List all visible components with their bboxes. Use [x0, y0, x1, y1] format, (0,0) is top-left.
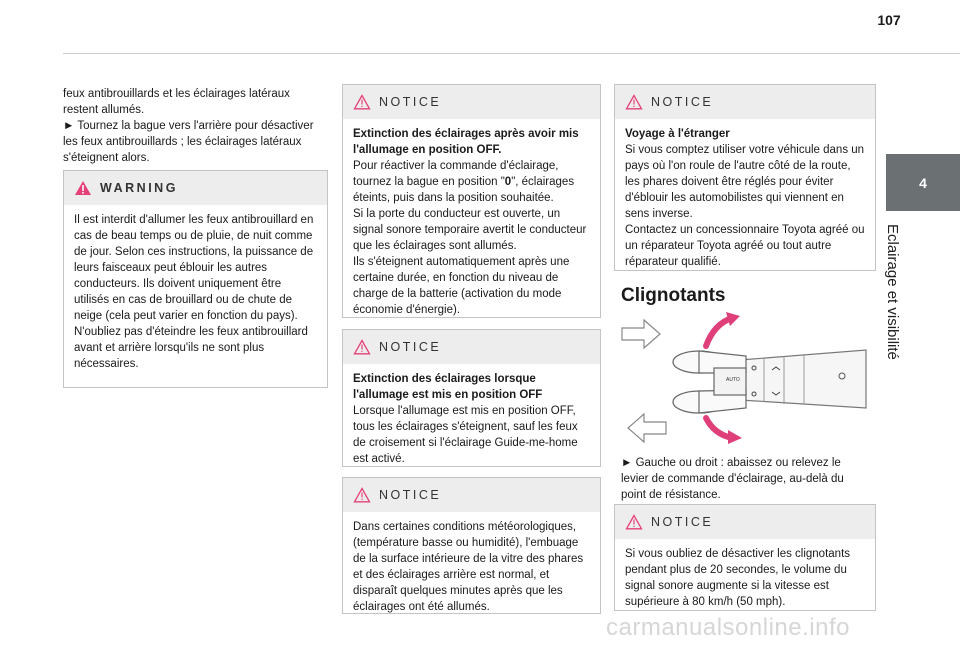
- notice-paragraph: Pour réactiver la commande d'éclairage, tournez la bague en position "0", éclairages éteints, puis dans la position souhaitée.: [353, 160, 575, 204]
- notice-icon: [353, 487, 371, 503]
- warning-paragraph: N'oubliez pas d'éteindre les feux antibrouillard avant et arrière lorsqu'ils ne sont plus nécessaires.: [74, 326, 308, 370]
- warning-paragraph: Il est interdit d'allumer les feux antibrouillard en cas de beau temps ou de pluie, de nuit comme de jour. Selon ces instructions, la puissance de leurs faisceaux peut éblouir les autres conducteurs. Ils doivent uniquement être utilisés en cas de brouillard ou de chute de neige (cela peut varier en fonction du pays).: [74, 214, 314, 322]
- notice-title: Extinction des éclairages après avoir mis l'allumage en position OFF.: [353, 128, 579, 156]
- notice-icon: [625, 94, 643, 110]
- notice-box-condensation: [342, 477, 601, 614]
- notice-header: [343, 330, 600, 364]
- turn-signal-illustration: [614, 310, 876, 445]
- notice-paragraph: Dans certaines conditions météorologiques, (température basse ou humidité), l'embuage de la surface intérieure de la vitre des phares et des éclairages arrière est normal, et disparaît quelques minutes après que les éclairages ont été allumés.: [353, 521, 584, 613]
- notice-header: [343, 478, 600, 512]
- notice-box-travel-abroad: [614, 84, 876, 271]
- notice-box-lighting-off: [342, 84, 601, 318]
- notice-body: [343, 364, 600, 473]
- intro-text: [63, 86, 328, 166]
- chapter-tab[interactable]: [886, 154, 960, 211]
- header-rule: [63, 53, 960, 54]
- notice-paragraph: Si la porte du conducteur est ouverte, un signal sonore temporaire avertit le conducteur que les éclairages sont allumés.: [353, 208, 587, 252]
- warning-label: WARNING: [100, 181, 178, 195]
- page-number: 107: [877, 12, 901, 28]
- notice-label: NOTICE: [379, 488, 442, 502]
- warning-header: [64, 171, 327, 205]
- notice-paragraph: Si vous comptez utiliser votre véhicule dans un pays où l'on roule de l'autre côté de la route, les phares doivent être réglés pour éviter d'éblouir les automobilistes qui viennent en sens inverse.: [625, 144, 865, 220]
- notice-label: NOTICE: [379, 95, 442, 109]
- chapter-title: Eclairage et visibilité: [884, 224, 901, 360]
- notice-title: Extinction des éclairages lorsque l'allumage est mis en position OFF: [353, 373, 543, 401]
- auto-label: AUTO: [726, 377, 740, 383]
- notice-icon: [353, 94, 371, 110]
- chapter-number: 4: [919, 174, 927, 191]
- notice-body: [343, 119, 600, 324]
- notice-paragraph: Si vous oubliez de désactiver les clignotants pendant plus de 20 secondes, le volume du signal sonore augmente si la vitesse est supérieure à 80 km/h (50 mph).: [625, 548, 851, 608]
- arrow-right-icon: [622, 320, 660, 348]
- watermark: carmanualsonline.info: [606, 614, 850, 641]
- notice-body: [343, 512, 600, 621]
- warning-body: [64, 205, 327, 378]
- intro-instruction: ► Tournez la bague vers l'arrière pour désactiver les feux antibrouillards ; les éclairages latéraux s'éteignent alors.: [63, 120, 314, 164]
- notice-paragraph: Lorsque l'allumage est mis en position OFF, tous les éclairages s'éteignent, sauf les feux de croisement si l'éclairage Guide-me-home est activé.: [353, 405, 578, 465]
- notice-label: NOTICE: [379, 340, 442, 354]
- notice-paragraph: Ils s'éteignent automatiquement après une certaine durée, en fonction du niveau de charge de la batterie (activation du mode économie d'énergie).: [353, 256, 570, 316]
- warning-icon: [74, 180, 92, 196]
- notice-header: [615, 505, 875, 539]
- arrow-left-icon: [628, 414, 666, 442]
- section-heading: Clignotants: [621, 285, 726, 306]
- warning-box: [63, 170, 328, 388]
- notice-title: Voyage à l'étranger: [625, 128, 730, 140]
- turn-signal-instruction: ► Gauche ou droit : abaissez ou relevez le levier de commande d'éclairage, au-delà du point de résistance.: [621, 457, 844, 501]
- notice-icon: [625, 514, 643, 530]
- notice-paragraph: Contactez un concessionnaire Toyota agréé ou un réparateur Toyota agréé ou tout autre réparateur qualifié.: [625, 224, 865, 268]
- notice-icon: [353, 339, 371, 355]
- notice-label: NOTICE: [651, 515, 714, 529]
- notice-box-ignition-off: [342, 329, 601, 467]
- notice-label: NOTICE: [651, 95, 714, 109]
- notice-body: [615, 119, 875, 276]
- notice-header: [343, 85, 600, 119]
- notice-header: [615, 85, 875, 119]
- notice-box-turn-signals: [614, 504, 876, 611]
- notice-body: [615, 539, 875, 616]
- intro-paragraph: feux antibrouillards et les éclairages latéraux restent allumés.: [63, 88, 290, 116]
